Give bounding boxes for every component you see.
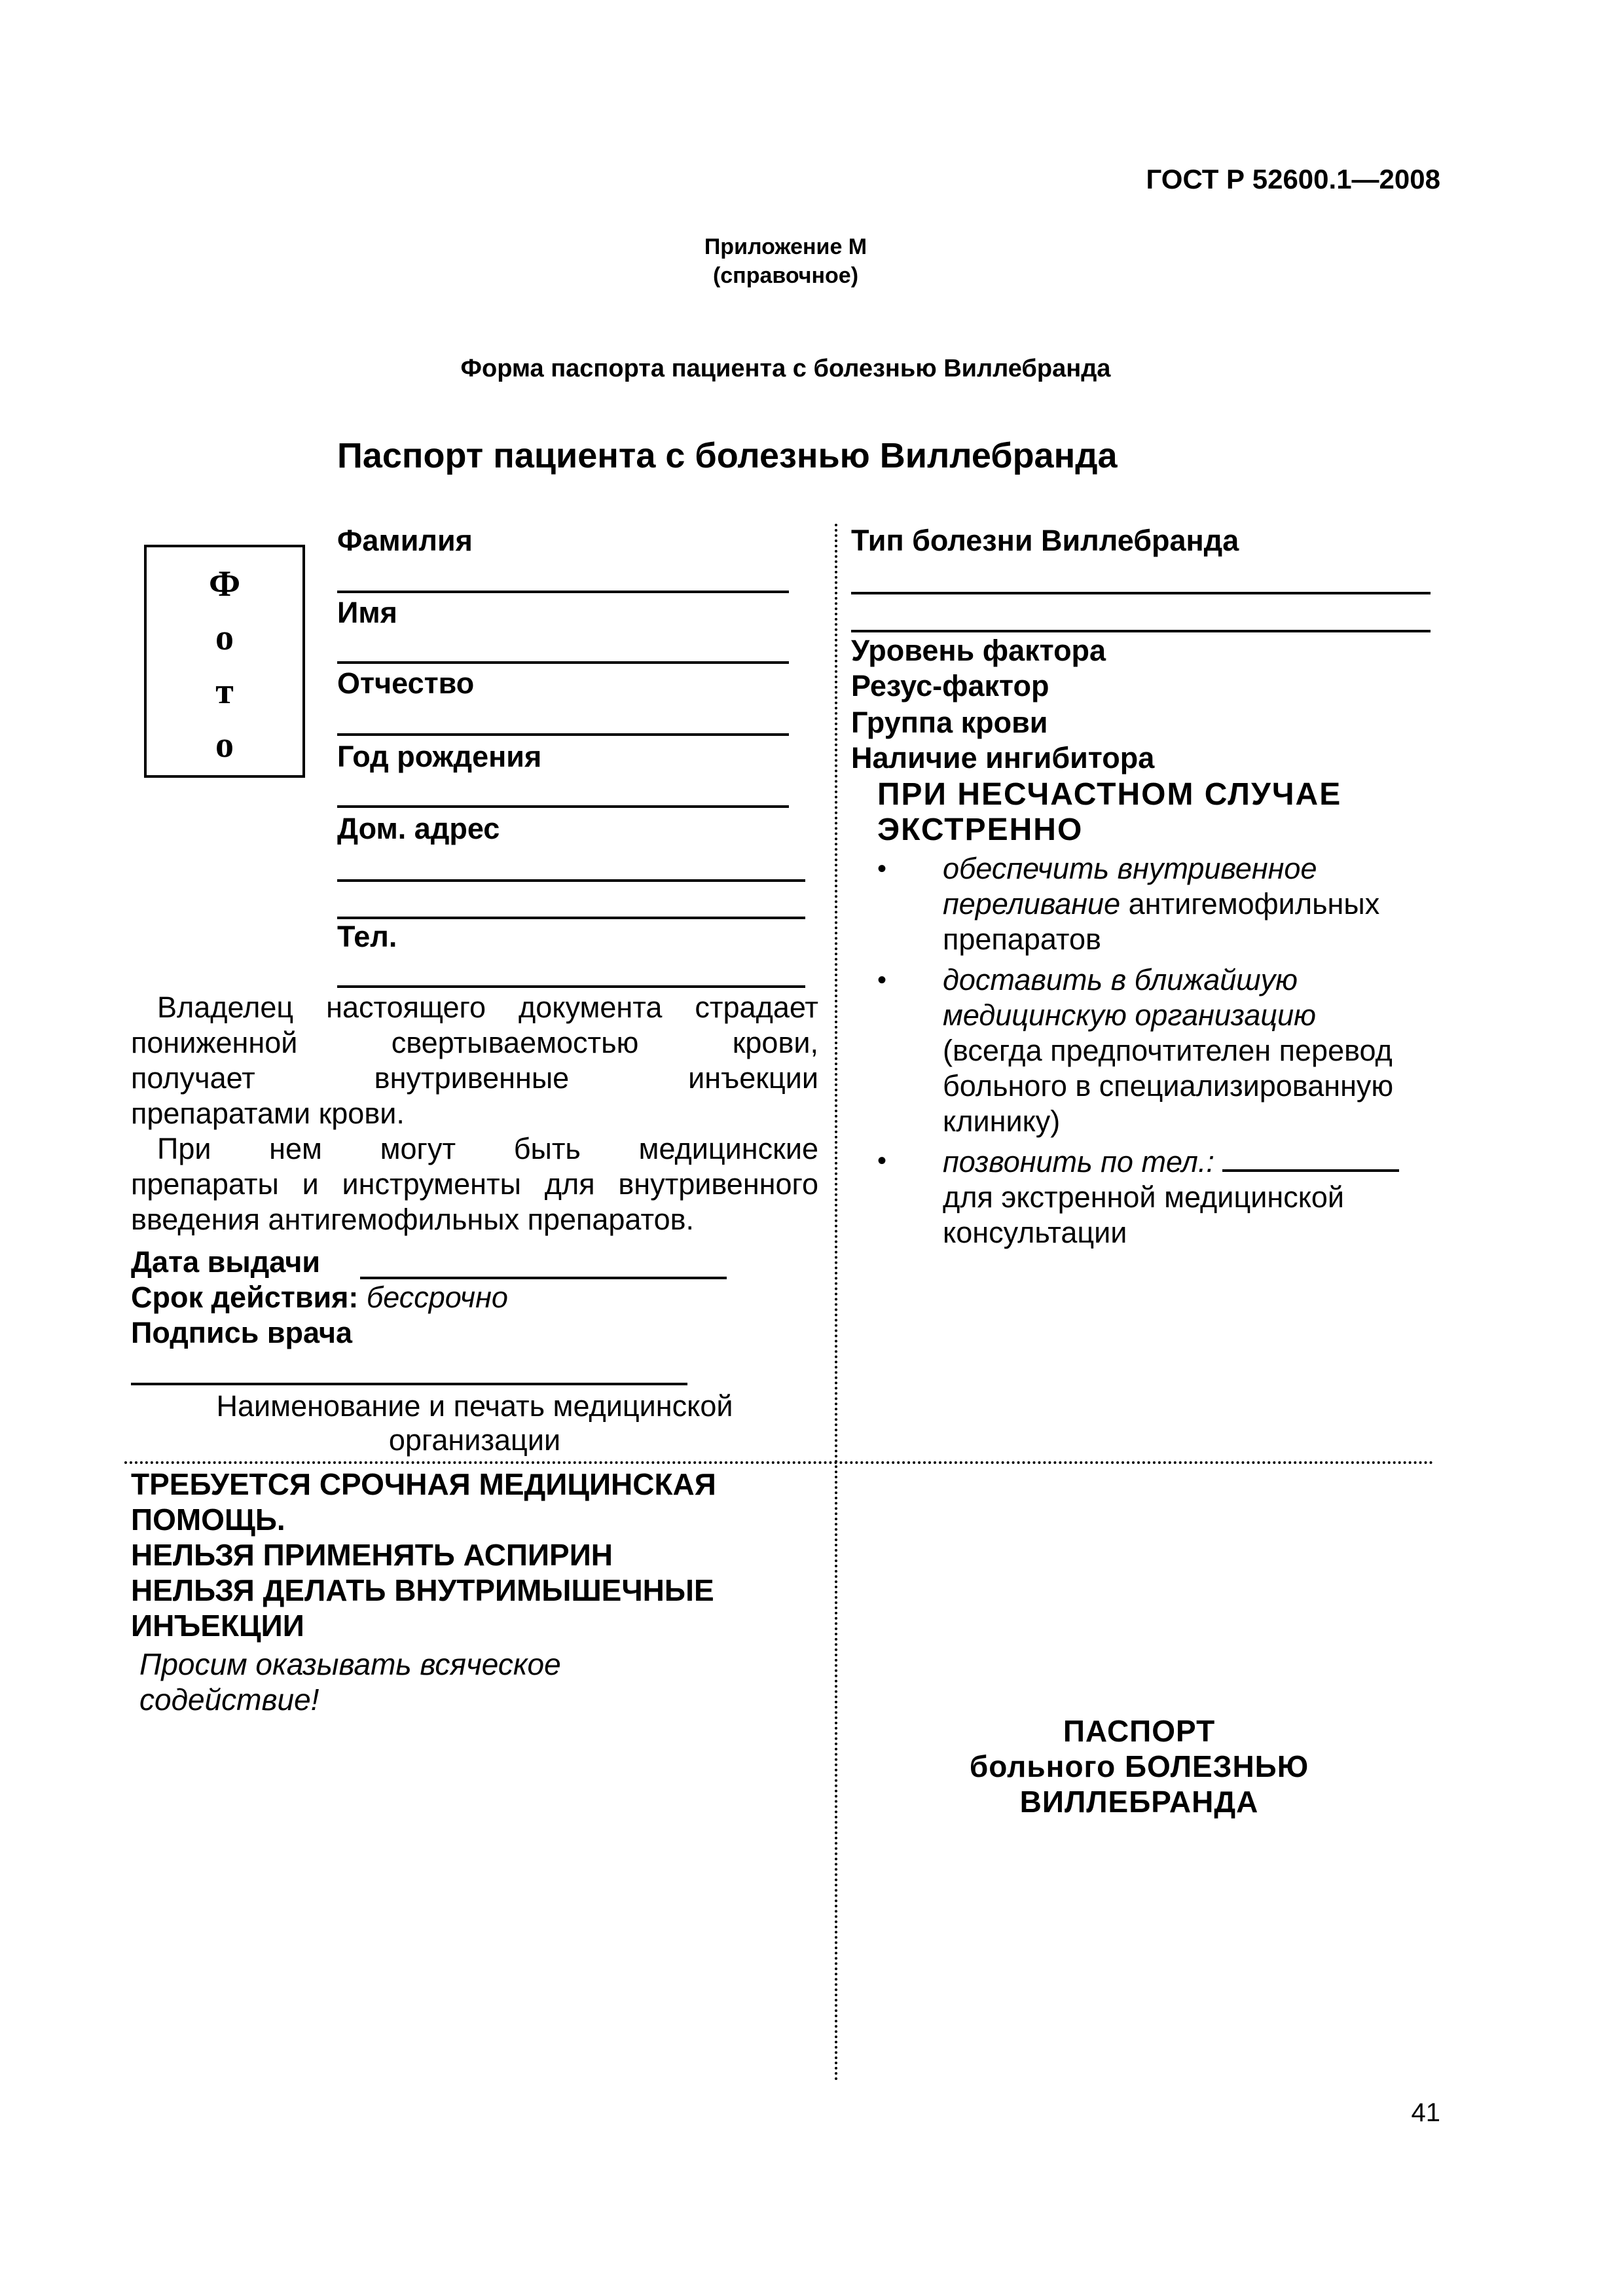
warning-line: ТРЕБУЕТСЯ СРОЧНАЯ МЕДИЦИНСКАЯ [131, 1467, 716, 1501]
emergency-item-infusion [877, 851, 1440, 957]
name-line [337, 661, 789, 664]
item-text: (всегда предпочтителен перевод [943, 1034, 1393, 1067]
validity-label: Срок действия: [131, 1281, 359, 1314]
phone-label: Тел. [337, 920, 397, 953]
org-caption-line-2: организации [388, 1423, 561, 1457]
horizontal-fold-line [124, 1461, 1434, 1464]
back-cover-title [877, 1713, 1401, 1819]
validity-value: бессрочно [366, 1281, 508, 1314]
vertical-fold-line [835, 524, 837, 2082]
photo-letter: Ф [208, 564, 241, 604]
owner-text-line: Владелец настоящего документа страдает [157, 991, 818, 1024]
address-line-2 [337, 917, 805, 919]
blood-group-label: Группа крови [851, 706, 1048, 739]
owner-paragraph [131, 990, 818, 1237]
owner-text-line: препараты и инструменты для внутривенного [131, 1167, 818, 1201]
item-text [943, 886, 1440, 922]
owner-text-line: При нем могут быть медицинские [157, 1132, 818, 1165]
item-text-italic: переливание [943, 887, 1121, 920]
org-caption-line-1: Наименование и печать медицинской [216, 1389, 733, 1423]
emergency-item-phone [877, 1143, 1440, 1250]
disease-type-line-2 [851, 630, 1431, 632]
appendix-label: Приложение М [704, 234, 867, 259]
owner-text-line: препаратами крови. [131, 1097, 405, 1130]
inhibitor-label: Наличие ингибитора [851, 741, 1155, 774]
standard-number: ГОСТ Р 52600.1—2008 [1146, 164, 1440, 194]
cover-title-line: ВИЛЛЕБРАНДА [1019, 1785, 1259, 1819]
back-warning [131, 1467, 716, 1643]
item-text [943, 1143, 1440, 1180]
birth-year-line [337, 805, 789, 808]
appendix-type: (справочное) [712, 263, 859, 288]
form-title: Форма паспорта пациента с болезнью Виллебранда [460, 355, 1111, 382]
plea-line: Просим оказывать всяческое [139, 1647, 561, 1681]
bullet-icon: • [877, 854, 887, 883]
item-text: больного в специализированную [943, 1069, 1394, 1102]
factor-level-label: Уровень фактора [851, 634, 1106, 667]
phone-prompt: позвонить по тел.: [943, 1145, 1214, 1178]
patronymic-label: Отчество [337, 666, 475, 700]
surname-line [337, 591, 789, 593]
disease-type-line-1 [851, 592, 1431, 594]
phone-blank [1222, 1143, 1399, 1172]
warning-line: НЕЛЬЗЯ ПРИМЕНЯТЬ АСПИРИН [131, 1538, 613, 1572]
item-text: доставить в ближайшую [943, 963, 1298, 996]
owner-text-line: пониженной свертываемостью крови, [131, 1026, 818, 1059]
bullet-icon: • [877, 966, 887, 994]
photo-letter: о [215, 617, 234, 658]
signature-label: Подпись врача [131, 1316, 353, 1349]
address-line-1 [337, 879, 805, 882]
warning-line: ПОМОЩЬ. [131, 1503, 285, 1537]
item-text-rest: антигемофильных [1120, 887, 1380, 920]
emergency-item-hospital [877, 962, 1440, 1139]
validity-row [131, 1281, 508, 1315]
item-text: консультации [943, 1216, 1127, 1249]
back-plea [139, 1647, 561, 1717]
surname-label: Фамилия [337, 524, 473, 557]
emergency-heading-1: ПРИ НЕСЧАСТНОМ СЛУЧАЕ [877, 777, 1342, 812]
warning-line: ИНЪЕКЦИИ [131, 1609, 304, 1643]
photo-box [144, 545, 305, 778]
item-text: препаратов [943, 922, 1101, 956]
cover-title-line: больного БОЛЕЗНЬЮ [969, 1749, 1309, 1783]
owner-text-line: введения антигемофильных препаратов. [131, 1203, 695, 1236]
photo-letter: о [215, 725, 234, 765]
warning-line: НЕЛЬЗЯ ДЕЛАТЬ ВНУТРИМЫШЕЧНЫЕ [131, 1573, 714, 1607]
phone-line [337, 985, 805, 988]
item-text: медицинскую организацию [943, 998, 1316, 1032]
item-text: клинику) [943, 1104, 1061, 1138]
address-label: Дом. адрес [337, 812, 500, 845]
name-label: Имя [337, 596, 397, 629]
signature-line [131, 1383, 687, 1385]
rh-factor-label: Резус-фактор [851, 669, 1049, 702]
issue-date-label: Дата выдачи [131, 1245, 321, 1279]
bullet-icon: • [877, 1146, 887, 1175]
item-text: для экстренной медицинской [943, 1180, 1345, 1214]
plea-line: содействие! [139, 1683, 319, 1717]
passport-title: Паспорт пациента с болезнью Виллебранда [337, 436, 1118, 475]
photo-letter: т [215, 671, 234, 712]
page-number: 41 [1411, 2098, 1440, 2127]
disease-type-label: Тип болезни Виллебранда [851, 524, 1239, 557]
owner-text-line: получает внутривенные инъекции [131, 1061, 818, 1095]
item-text: обеспечить внутривенное [943, 852, 1317, 885]
issue-date-line [360, 1277, 727, 1279]
patronymic-line [337, 733, 789, 736]
emergency-heading-2: ЭКСТРЕННО [877, 812, 1084, 847]
cover-title-line: ПАСПОРТ [1063, 1714, 1216, 1748]
birth-year-label: Год рождения [337, 740, 542, 773]
